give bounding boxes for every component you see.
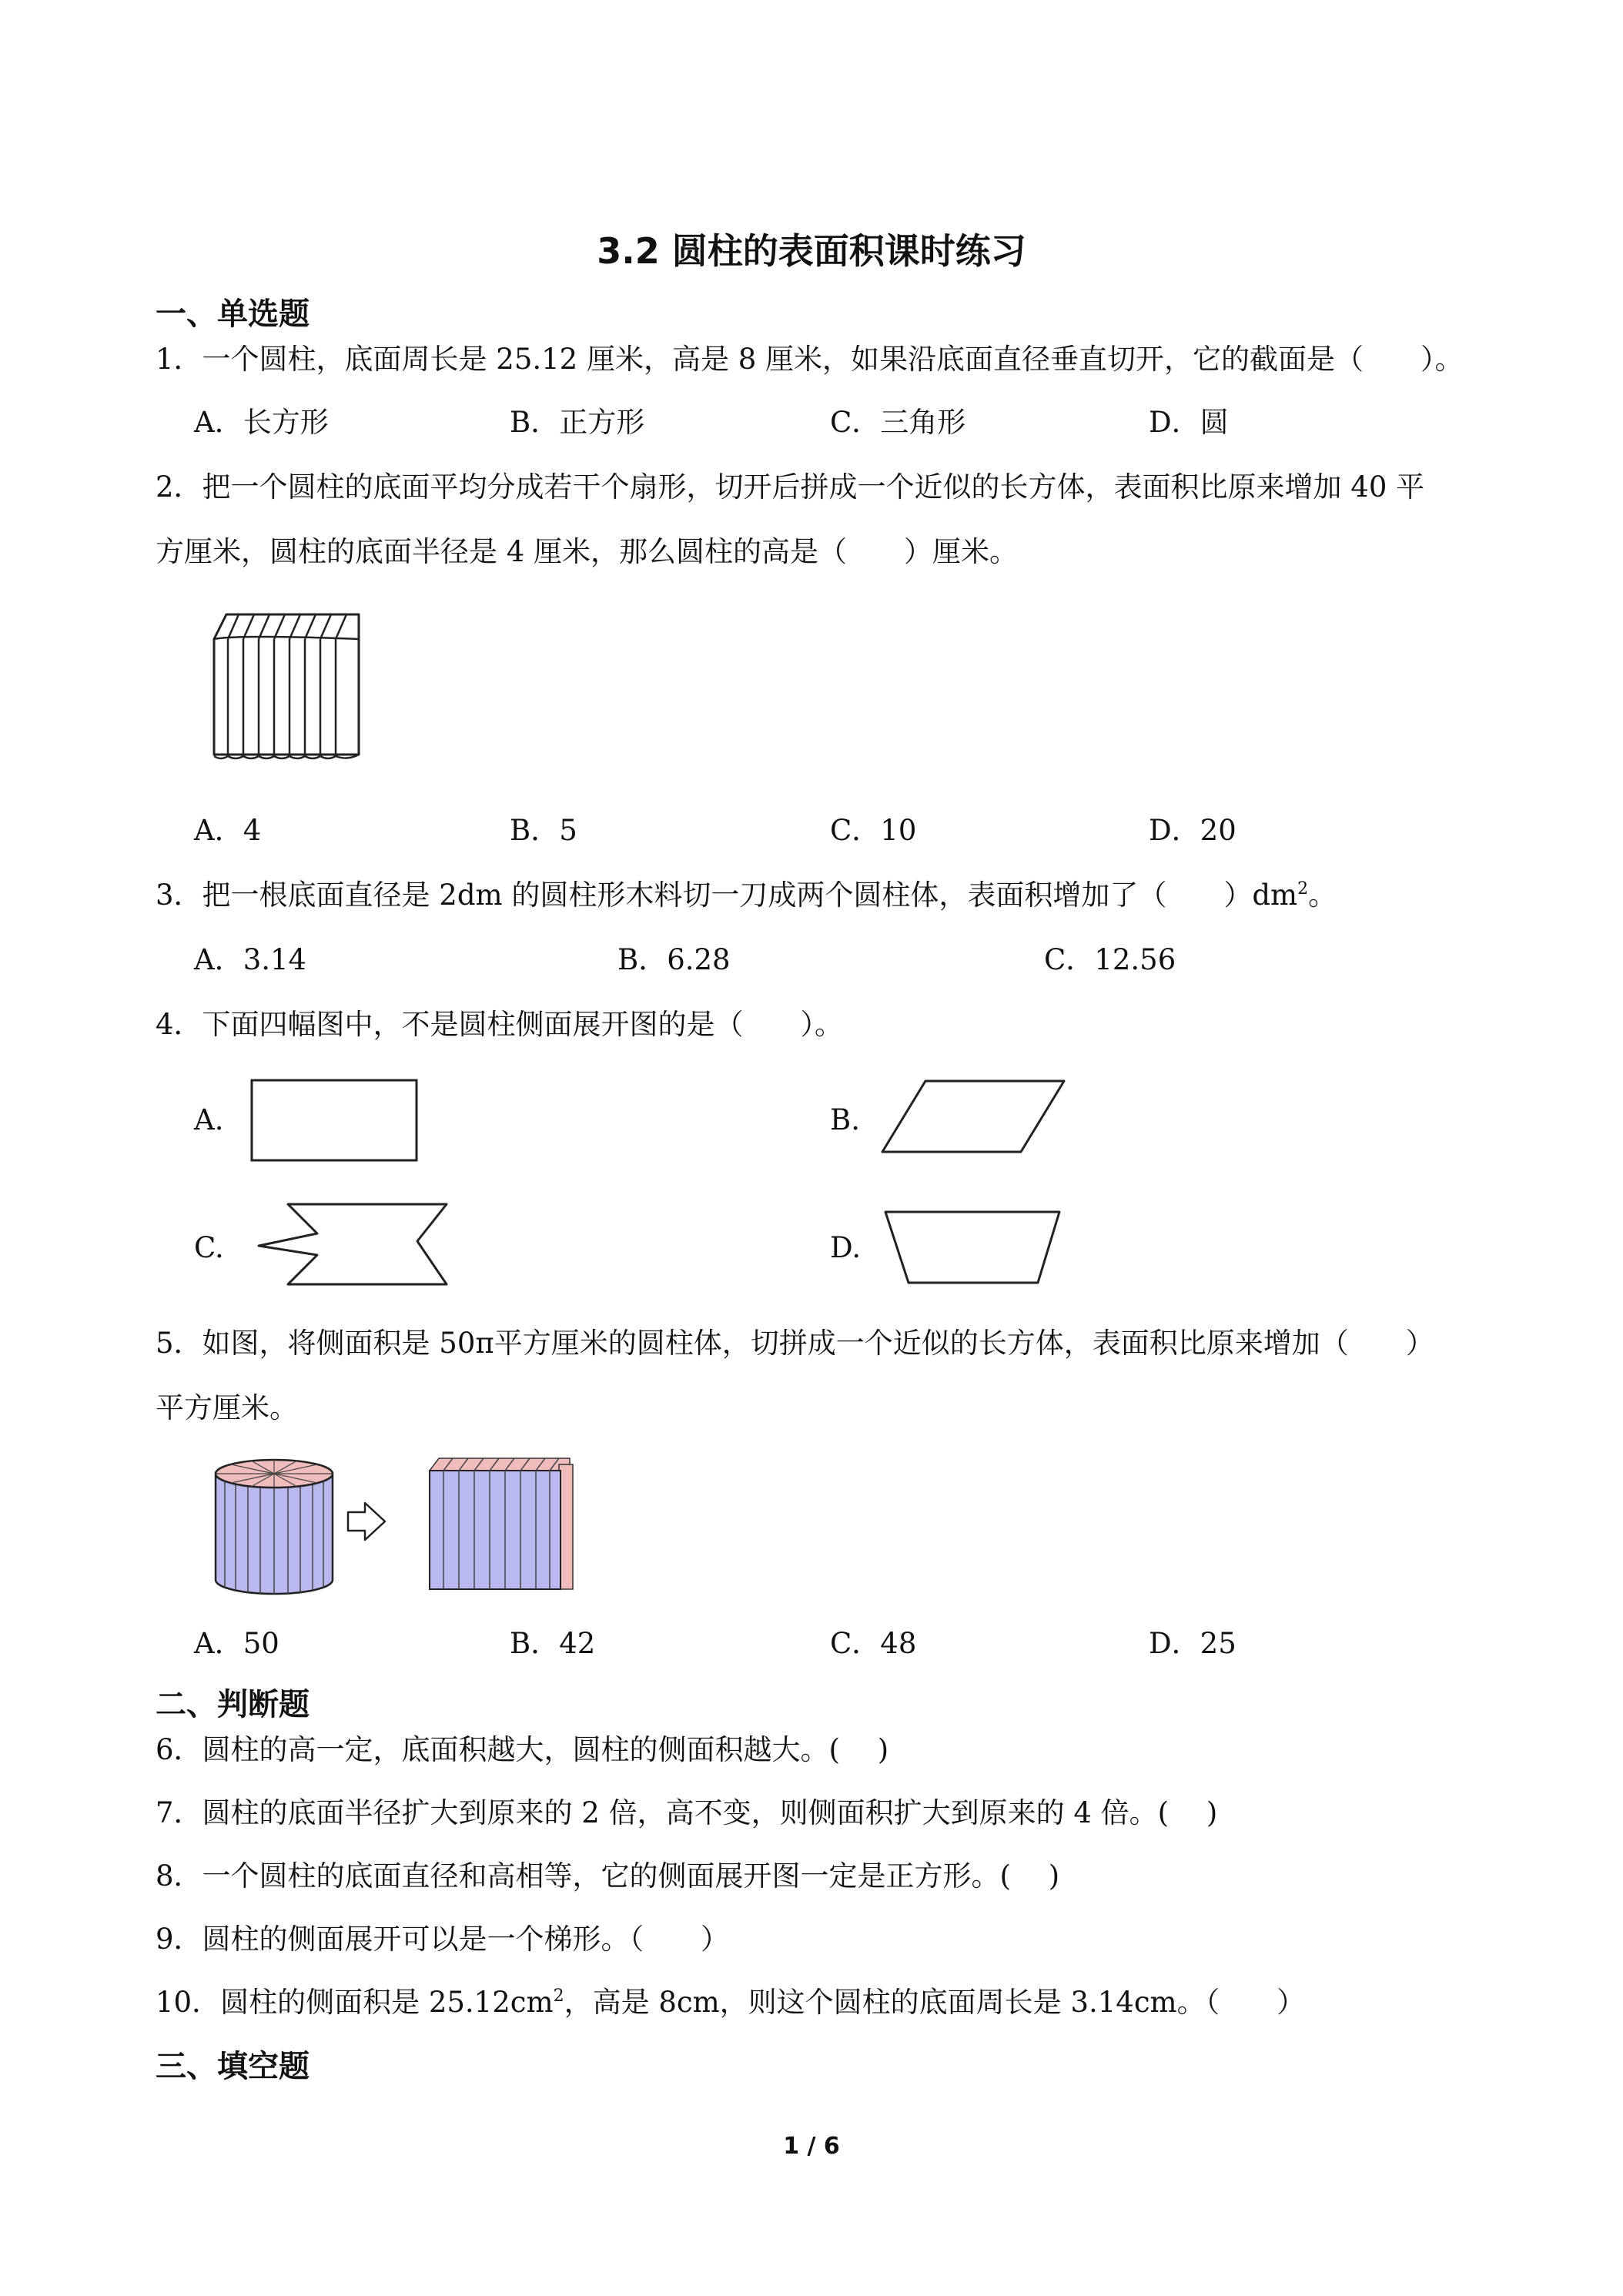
q5-option-d[interactable]: D．25 [1149,1627,1236,1660]
page-title: 3.2 圆柱的表面积课时练习 [597,230,1026,272]
question-10 [156,1988,1305,2017]
zigzag-shape [251,1197,459,1297]
cylinder-to-cuboid-figure [208,1448,593,1602]
q1-option-c[interactable]: C．三角形 [830,406,966,439]
section-heading-single-choice: 一、单选题 [156,296,310,332]
q4-option-c[interactable]: C. [194,1231,224,1264]
q5-option-b[interactable]: B．42 [510,1627,596,1660]
question-4: 4．下面四幅图中，不是圆柱侧面展开图的是（ ）。 [156,1008,844,1041]
question-5-line-2: 平方厘米。 [156,1391,298,1424]
question-2-line-1: 2．把一个圆柱的底面平均分成若干个扇形，切开后拼成一个近似的长方体，表面积比原来增加 40 平 [156,470,1425,504]
question-6: 6．圆柱的高一定，底面积越大，圆柱的侧面积越大。( ) [156,1733,889,1766]
question-10-superscript: 2 [553,1986,564,2006]
q3-option-a[interactable]: A．3.14 [194,943,307,976]
q2-option-d[interactable]: D．20 [1149,814,1236,847]
q1-option-a[interactable]: A．长方形 [194,406,329,439]
question-3-end: 。 [1308,879,1337,912]
question-1: 1．一个圆柱，底面周长是 25.12 厘米，高是 8 厘米，如果沿底面直径垂直切开，它的截面是（ ）。 [156,343,1464,376]
q3-option-b[interactable]: B．6.28 [617,943,731,976]
rectangle-shape [246,1076,423,1166]
q5-option-a[interactable]: A．50 [194,1627,279,1660]
q2-option-b[interactable]: B．5 [510,814,577,847]
q4-option-d[interactable]: D. [830,1231,862,1264]
question-2-line-2: 方厘米，圆柱的底面半径是 4 厘米，那么圆柱的高是（ ）厘米。 [156,535,1019,568]
question-3 [156,879,1337,912]
question-7: 7．圆柱的底面半径扩大到原来的 2 倍，高不变，则侧面积扩大到原来的 4 倍。( ) [156,1796,1218,1829]
question-3-text: 3．把一根底面直径是 2dm 的圆柱形木料切一刀成两个圆柱体，表面积增加了（ ）dm [156,879,1298,912]
q4-option-a[interactable]: A. [194,1103,224,1136]
q3-option-c[interactable]: C．12.56 [1044,943,1176,976]
page-number: 1 / 6 [783,2133,840,2160]
section-heading-fill-blank: 三、填空题 [156,2049,310,2084]
q2-option-a[interactable]: A．4 [194,814,262,847]
question-10-text-b: ，高是 8cm，则这个圆柱的底面周长是 3.14cm。（ ） [564,1986,1306,2019]
question-9: 9．圆柱的侧面展开可以是一个梯形。（ ） [156,1923,730,1956]
question-8: 8．一个圆柱的底面直径和高相等，它的侧面展开图一定是正方形。( ) [156,1859,1060,1893]
q5-option-c[interactable]: C．48 [830,1627,917,1660]
q4-option-b[interactable]: B. [830,1103,860,1136]
q1-option-d[interactable]: D．圆 [1149,406,1229,439]
section-heading-true-false: 二、判断题 [156,1687,310,1722]
question-10-text-a: 10．圆柱的侧面积是 25.12cm [156,1986,554,2019]
q1-option-b[interactable]: B．正方形 [510,406,645,439]
question-5-line-1: 5．如图，将侧面积是 50π平方厘米的圆柱体，切拼成一个近似的长方体，表面积比原来增加（ ） [156,1327,1434,1360]
trapezoid-shape [881,1207,1066,1292]
sliced-cuboid-figure [208,608,370,770]
question-3-superscript: 2 [1297,879,1309,899]
parallelogram-shape [878,1076,1070,1156]
q2-option-c[interactable]: C．10 [830,814,917,847]
